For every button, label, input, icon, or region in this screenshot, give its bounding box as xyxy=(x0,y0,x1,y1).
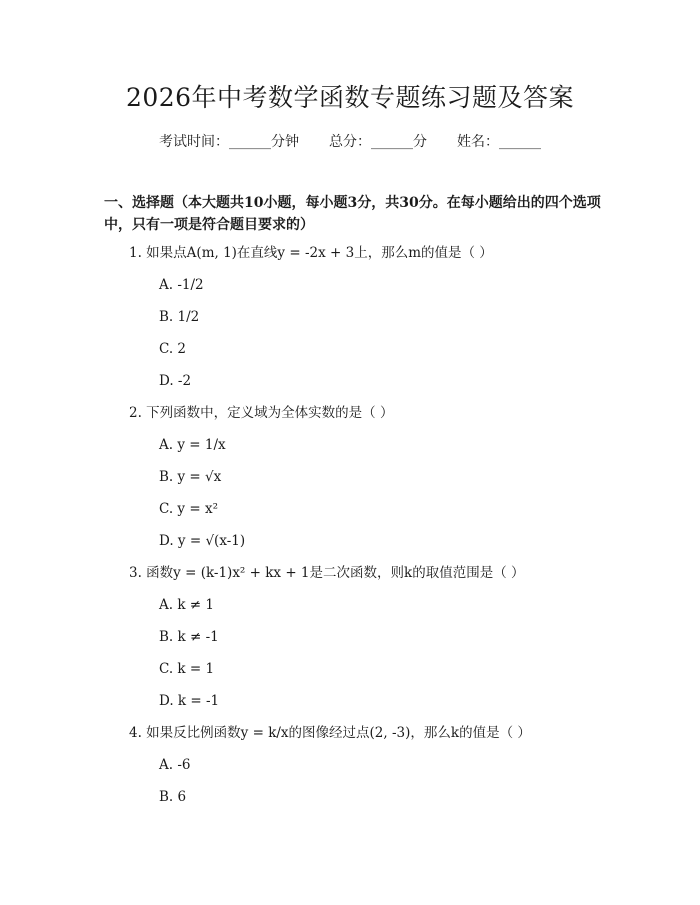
section-header: 一、选择题（本大题共10小题，每小题3分，共30分。在每小题给出的四个选项中，只有一项是符合题目要求的） xyxy=(104,195,601,233)
question-1-option-a: A. -1/2 xyxy=(159,277,204,293)
total-score-field: 总分：______分 xyxy=(329,134,427,150)
question-2-option-b: B. y = √x xyxy=(159,469,222,485)
question-3-option-d: D. k = -1 xyxy=(159,693,220,709)
question-3-option-b: B. k ≠ -1 xyxy=(159,629,219,645)
question-1: 1. 如果点A(m, 1)在直线y = -2x + 3上，那么m的值是（ ） xyxy=(129,245,493,261)
exam-time-field: 考试时间：______分钟 xyxy=(159,134,299,150)
question-2-option-d: D. y = √(x-1) xyxy=(159,533,246,549)
exam-info-line xyxy=(0,131,700,151)
question-1-option-c: C. 2 xyxy=(159,341,187,357)
question-4: 4. 如果反比例函数y = k/x的图像经过点(2, -3)，那么k的值是（ ） xyxy=(129,725,531,741)
question-4-option-a: A. -6 xyxy=(159,757,191,773)
question-4-option-b: B. 6 xyxy=(159,789,187,805)
question-2: 2. 下列函数中，定义域为全体实数的是（ ） xyxy=(129,405,394,421)
question-3-option-c: C. k = 1 xyxy=(159,661,215,677)
page-title: 2026年中考数学函数专题练习题及答案 xyxy=(125,83,575,112)
question-1-option-b: B. 1/2 xyxy=(159,309,200,325)
question-2-option-a: A. y = 1/x xyxy=(159,437,226,453)
question-1-option-d: D. -2 xyxy=(159,373,192,389)
question-3-option-a: A. k ≠ 1 xyxy=(159,597,214,613)
question-3: 3. 函数y = (k-1)x² + kx + 1是二次函数，则k的取值范围是（ ） xyxy=(129,565,525,581)
question-2-option-c: C. y = x² xyxy=(159,501,218,517)
student-name-field: 姓名：______ xyxy=(457,134,541,150)
